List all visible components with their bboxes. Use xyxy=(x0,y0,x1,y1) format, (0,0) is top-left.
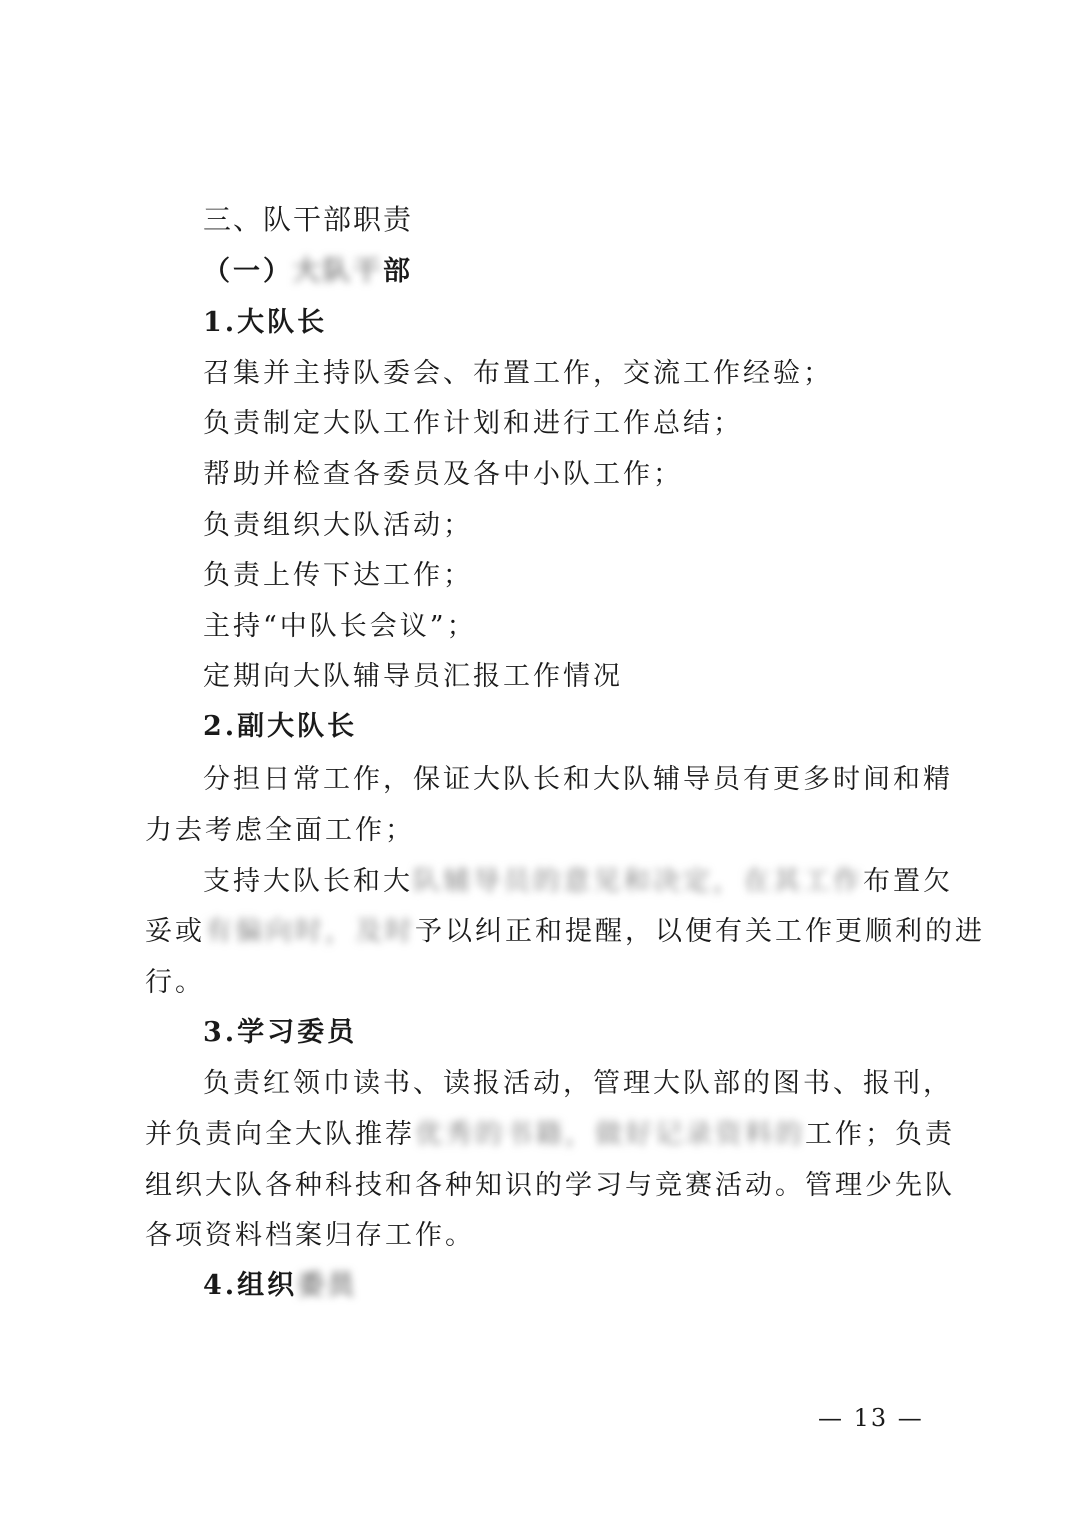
item-1-line-2: 负责制定大队工作计划和进行工作总结； xyxy=(203,408,743,439)
item-4-heading-text: 4.组织 xyxy=(203,1270,298,1301)
item-3-line-1: 负责红领巾读书、读报活动，管理大队部的图书、报刊， xyxy=(203,1068,953,1099)
item-1-line-5: 负责上传下达工作； xyxy=(203,560,473,591)
item-1-line-6: 主持“中队长会议”； xyxy=(203,611,477,642)
item-2-para-2-redacted-a: 队辅导员的意见和决定，在其工作 xyxy=(413,866,863,897)
subsection-redacted-text: 大队干 xyxy=(293,256,383,287)
item-1-line-3: 帮助并检查各委员及各中小队工作； xyxy=(203,459,683,490)
section-title: 三、队干部职责 xyxy=(203,203,414,236)
item-1-line-7: 定期向大队辅导员汇报工作情况 xyxy=(203,661,623,692)
item-3-line-3: 组织大队各种科技和各种知识的学习与竞赛活动。管理少先队 xyxy=(145,1170,955,1201)
page-number: — 13 — xyxy=(818,1404,924,1432)
item-2-para-2-text-a: 支持大队长和大 xyxy=(203,866,413,897)
subsection-prefix: （一） xyxy=(203,256,293,287)
item-3-redacted: 优秀的书籍，做好记录资料的 xyxy=(415,1119,805,1150)
item-1-line-1: 召集并主持队委会、布置工作，交流工作经验； xyxy=(203,358,833,389)
item-2-para-2-redacted-b: 有偏向时，及时 xyxy=(205,916,415,947)
item-2-para-1-line-2: 力去考虑全面工作； xyxy=(145,815,415,846)
item-3-line-2 xyxy=(145,1117,955,1153)
subsection-suffix: 部 xyxy=(383,256,413,287)
item-4-heading-redacted: 委员 xyxy=(297,1270,358,1301)
item-2-para-2-line-2 xyxy=(145,914,985,950)
subsection-heading xyxy=(203,254,413,290)
item-2-para-2-text-b: 布置欠 xyxy=(863,866,953,897)
item-3-text-b: 工作；负责 xyxy=(805,1119,955,1150)
item-3-line-4: 各项资料档案归存工作。 xyxy=(145,1220,475,1251)
item-2-para-1-line-1: 分担日常工作，保证大队长和大队辅导员有更多时间和精 xyxy=(203,764,953,795)
item-2-para-2-text-c: 妥或 xyxy=(145,916,205,947)
item-2-heading: 2.副大队长 xyxy=(203,711,358,742)
item-3-heading: 3.学习委员 xyxy=(203,1017,358,1048)
item-1-line-4: 负责组织大队活动； xyxy=(203,510,473,541)
item-2-para-2-line-1 xyxy=(203,864,953,900)
item-2-para-2-line-3: 行。 xyxy=(145,967,205,998)
item-4-heading xyxy=(203,1268,357,1304)
item-3-text-a: 并负责向全大队推荐 xyxy=(145,1119,415,1150)
item-2-para-2-text-d: 予以纠正和提醒，以便有关工作更顺利的进 xyxy=(415,916,985,947)
item-1-heading: 1.大队长 xyxy=(203,307,328,338)
